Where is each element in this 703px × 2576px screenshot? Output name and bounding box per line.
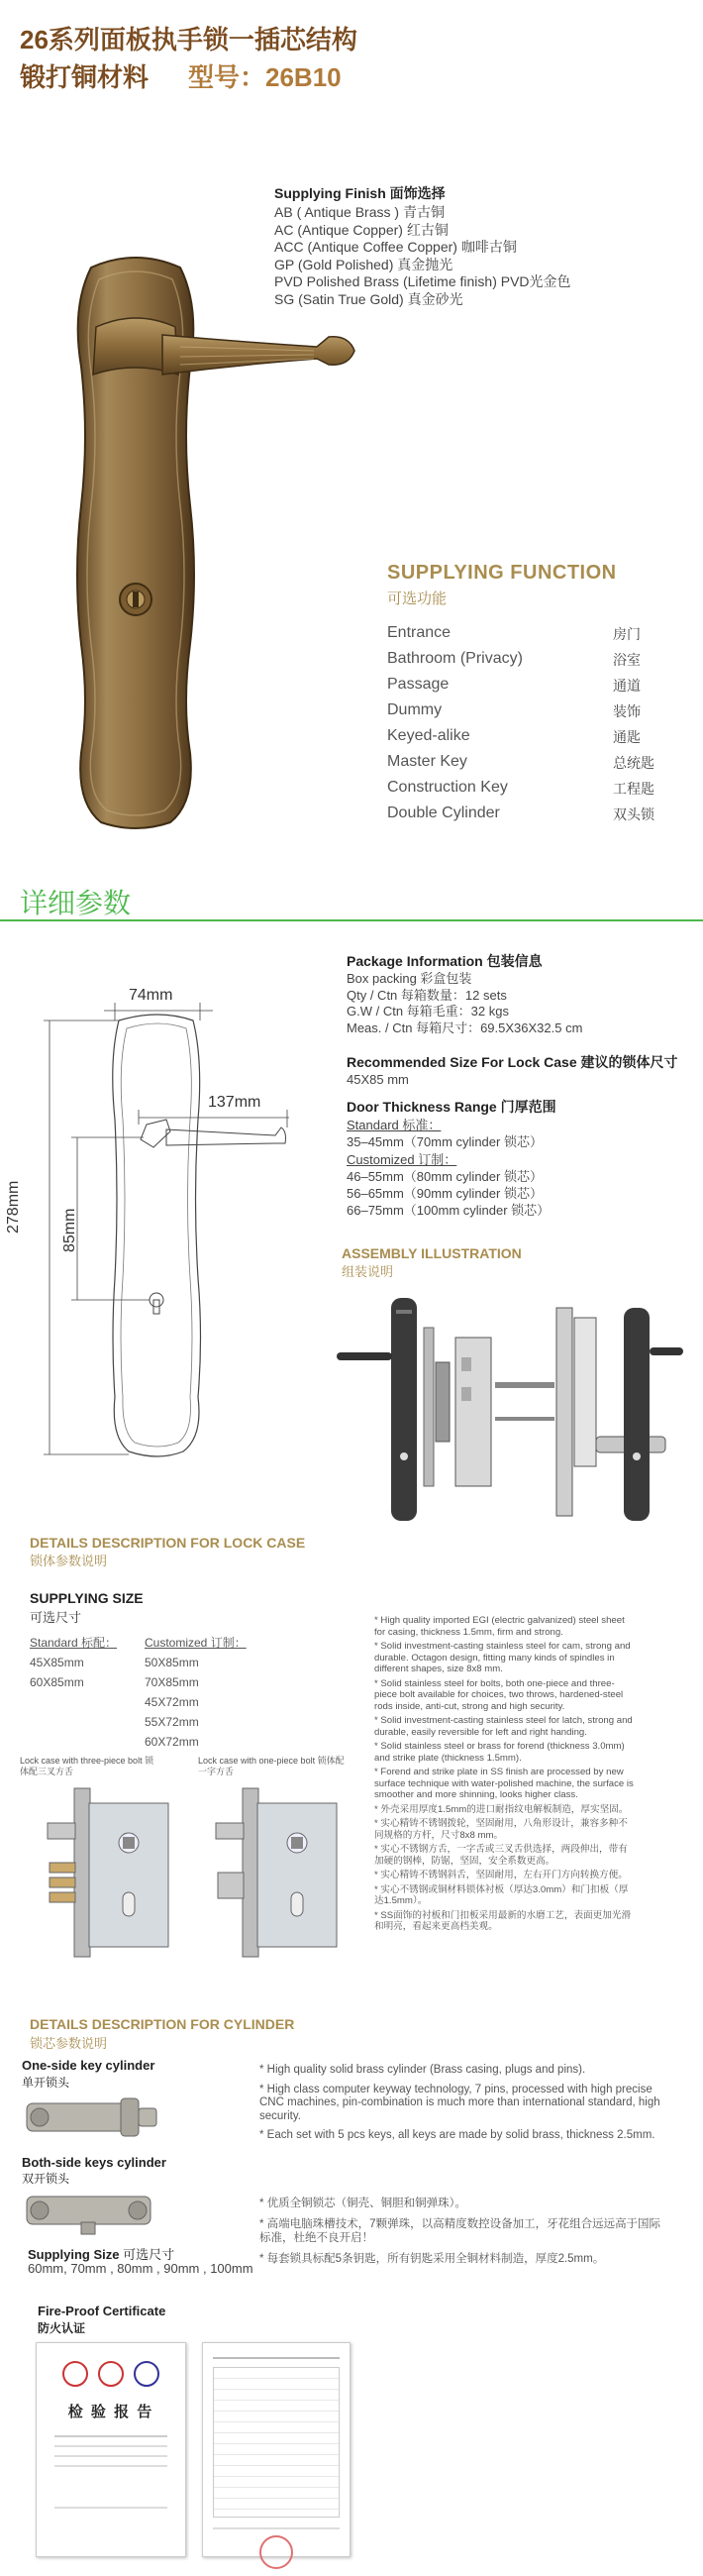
standard-value: 35–45mm（70mm cylinder 锁芯） [347,1134,543,1150]
stamp-icon [259,2535,293,2569]
supplying-size-subheading: 可选尺寸 [30,1610,82,1625]
both-side-label: Both-side keys cylinder [22,2155,166,2170]
certificate-heading: Fire-Proof Certificate [38,2304,166,2318]
size-value: 70X85mm [145,1675,199,1689]
function-cn: 房门 [613,626,641,642]
finish-item: AC (Antique Copper) 红古铜 [274,221,449,238]
bullet: * Each set with 5 pcs keys, all keys are made by solid brass, thickness 2.5mm. [259,2129,655,2141]
lockcase-caption-three-piece: Lock case with three-piece bolt 锁体配三叉方舌 [20,1756,154,1776]
page-title: 26系列面板执手锁一插芯结构 [20,25,357,54]
length-dimension: 137mm [208,1094,261,1111]
cylinder-size-label: Supplying Size [28,2247,120,2262]
function-en: Passage [387,676,450,693]
size-value: 60X85mm [30,1675,84,1689]
lockcase-bullets [374,1615,637,1936]
bullet: * Solid investment-casting stainless steel for cam, strong and durable. Octagon design, fitting many kinds of spindles in different shapes, size 8x8 mm. [374,1641,631,1674]
size-value: 50X85mm [145,1656,199,1669]
function-row [387,676,664,701]
one-side-label-cn: 单开锁头 [22,2076,70,2090]
lever-handle-image [51,248,388,842]
cylinder-size-label-cn: 可选尺寸 [123,2247,175,2262]
both-side-cylinder-image [22,2185,160,2239]
ilac-logo-icon [134,2361,159,2387]
bullet: * 高端电脑珠槽技术，7颗弹珠，以高精度数控设备加工，牙花组合远远高于国际标准，杜绝不良开启！ [259,2218,661,2244]
finishes-heading: Supplying Finish 面饰选择 [274,185,446,201]
size-value: 60X72mm [145,1735,199,1749]
size-value: 55X72mm [145,1715,199,1729]
function-cn: 通匙 [613,729,641,745]
function-row [387,779,664,805]
lockcase-three-piece-image [20,1783,198,1962]
bullet: * 外壳采用厚度1.5mm的进口耐指纹电解板制造，厚实坚固。 [374,1803,629,1815]
function-en: Entrance [387,624,452,641]
cylinder-heading: DETAILS DESCRIPTION FOR CYLINDER [30,2016,295,2032]
certificate-subheading: 防火认证 [38,2321,86,2335]
details-heading: 详细参数 [20,888,132,918]
function-cn: 总统匙 [613,755,654,771]
package-line: Meas. / Ctn 每箱尺寸：69.5X36X32.5 cm [347,1020,583,1035]
function-en: Keyed-alike [387,727,470,744]
bullet: * SS面饰的衬板和门扣板采用最新的水磨工艺，表面更加光滑和明亮，看起来更高档美观。 [374,1909,632,1932]
bullet: * 实心精铸不锈钢拨轮，坚固耐用，八角形设计，兼容多种不同规格的方杆，尺寸8x8 mm。 [374,1818,628,1841]
cylinder-sizes: 60mm, 70mm , 80mm , 90mm , 100mm [28,2261,253,2276]
bullet: * High class computer keyway technology, 7 pins, processed with high precise CNC machines, pin-combination is much more than international standard, high security. [259,2083,660,2122]
lockcase-subheading: 锁体参数说明 [30,1554,108,1568]
function-row [387,753,664,779]
cylinder-subheading: 锁芯参数说明 [30,2036,108,2051]
report-title: 检 验 报 告 [67,2404,154,2420]
supplying-size-heading: SUPPLYING SIZE [30,1590,144,1606]
cnas-logo-icon [98,2361,124,2387]
function-en: Double Cylinder [387,805,500,821]
size-value: 45X85mm [30,1656,84,1669]
bullet: * 实心精铸不锈钢斜舌，坚固耐用，左右开门方向转换方便。 [374,1870,628,1880]
function-row [387,805,664,830]
finish-item: GP (Gold Polished) 真金抛光 [274,256,453,272]
assembly-subheading: 组装说明 [342,1264,394,1279]
bullet: * High quality solid brass cylinder (Brass casing, plugs and pins). [259,2064,586,2076]
bullet: * Solid stainless steel for bolts, both one-piece and three-piece bolt available for choices, two throws, hardened-steel rods inside, anti-cut, strong and high security. [374,1677,624,1712]
one-side-cylinder-image [22,2089,160,2148]
function-cn: 工程匙 [613,781,654,797]
customized-label: Customized 订制： [145,1636,247,1650]
function-cn: 浴室 [613,652,641,668]
finish-item: AB ( Antique Brass ) 青古铜 [274,204,445,220]
recommended-heading: Recommended Size For Lock Case 建议的锁体尺寸 [347,1054,678,1070]
function-en: Bathroom (Privacy) [387,650,523,667]
function-en: Dummy [387,701,443,718]
bullet: * 实心不锈钢或铜材料锁体衬板（厚达3.0mm）和门扣板（厚达1.5mm）。 [374,1883,629,1906]
center-dimension: 85mm [61,1208,78,1252]
function-row [387,624,664,650]
lockcase-heading: DETAILS DESCRIPTION FOR LOCK CASE [30,1535,306,1551]
model-number: 型号：26B10 [188,62,342,92]
function-table [387,624,664,830]
bullet: * Forend and strike plate in SS finish are processed by new surface technique with water-polished machine, the surface is smoother and more shinning, looks higher class. [374,1767,634,1800]
function-cn: 双头锁 [613,806,654,822]
function-en: Master Key [387,753,467,770]
door-thickness-heading: Door Thickness Range 门厚范围 [347,1099,556,1115]
certificate-page-image [202,2342,351,2557]
package-line: Qty / Ctn 每箱数量：12 sets [347,987,507,1003]
bullet: * 每套锁具标配5条钥匙，所有钥匙采用全铜材料制造，厚度2.5mm。 [259,2253,605,2265]
package-line: G.W / Ctn 每箱毛重：32 kgs [347,1004,509,1019]
function-row [387,650,664,676]
finish-item: SG (Satin True Gold) 真金砂光 [274,290,463,307]
finish-item: ACC (Antique Coffee Copper) 咖啡古铜 [274,239,517,255]
customized-value: 56–65mm（90mm cylinder 锁芯） [347,1186,543,1202]
function-subheading: 可选功能 [387,590,448,607]
size-value: 45X72mm [145,1695,199,1709]
bullet: * High quality imported EGI (electric galvanized) steel sheet for casing, thickness 1.5mm, firm and strong. [374,1615,625,1638]
package-line: Box packing 彩盒包装 [347,971,472,986]
bullet: * 优质全铜锁芯（铜壳、铜胆和铜弹珠）。 [259,2198,466,2209]
function-cn: 装饰 [613,703,641,719]
function-row [387,727,664,753]
certificate-cover-image [36,2342,186,2557]
finish-item: PVD Polished Brass (Lifetime finish) PVD光金色 [274,273,571,289]
width-dimension: 74mm [129,987,173,1004]
cma-logo-icon [62,2361,88,2387]
material-label: 锻打铜材料 [20,62,150,92]
cylinder-bullets-cn [259,2197,665,2273]
customized-label: Customized 订制： [347,1151,457,1167]
lockcase-one-piece-image [198,1783,376,1962]
standard-sizes [30,1633,117,1692]
package-heading: Package Information 包装信息 [347,953,543,969]
customized-value: 66–75mm（100mm cylinder 锁芯） [347,1203,551,1219]
cylinder-bullets-en [259,2064,665,2149]
section-divider [0,919,703,921]
assembly-illustration [337,1288,683,1526]
assembly-heading: ASSEMBLY ILLUSTRATION [342,1245,522,1261]
function-cn: 通道 [613,678,641,694]
bullet: * Solid investment-casting stainless steel for latch, strong and durable, easily reversible for left and right handing. [374,1715,633,1738]
page-subtitle [20,57,342,94]
both-side-label-cn: 双开锁头 [22,2172,70,2186]
finishes-list [274,204,571,308]
standard-label: Standard 标配： [30,1636,118,1650]
lockcase-caption-one-piece: Lock case with one-piece bolt 锁体配一字方舌 [198,1756,345,1776]
height-dimension: 278mm [5,1180,22,1234]
bullet: * Solid stainless steel or brass for forend (thickness 3.0mm) and strike plate (thickness 1.5mm). [374,1741,625,1764]
bullet: * 实心不锈钢方舌，一字舌或三叉舌供选择，两段伸出，带有加硬的钢棒，防锯，坚固，安全系数更高。 [374,1844,628,1867]
recommended-value: 45X85 mm [347,1072,409,1087]
standard-label: Standard 标准： [347,1118,442,1132]
function-en: Construction Key [387,779,508,796]
door-thickness-list [347,1117,550,1220]
customized-sizes [145,1633,247,1752]
customized-value: 46–55mm（80mm cylinder 锁芯） [347,1168,543,1184]
package-list [347,971,582,1036]
one-side-label: One-side key cylinder [22,2058,155,2073]
function-row [387,701,664,727]
function-heading: SUPPLYING FUNCTION [387,562,617,584]
